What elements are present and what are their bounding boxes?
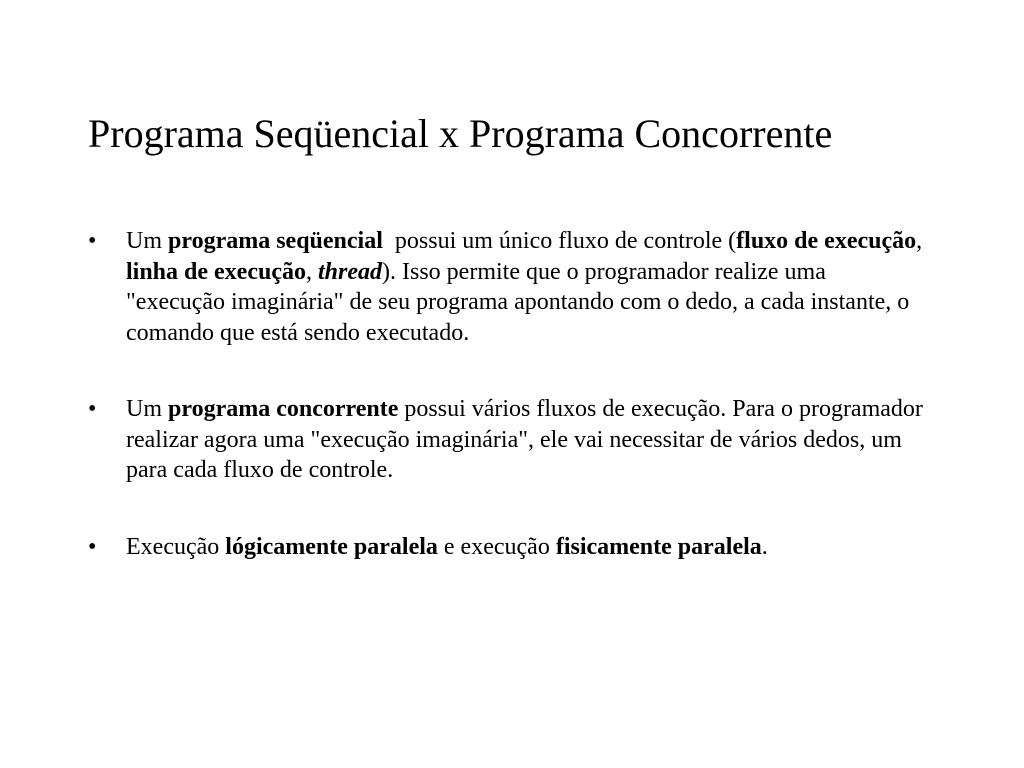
bullet-item-parallel: [88, 532, 928, 563]
bullet-text: [126, 532, 928, 563]
bold-italic-term: thread: [318, 258, 383, 285]
bullet-dot-icon: •: [88, 396, 97, 422]
bullet-list: [88, 226, 928, 608]
bold-term: fluxo de execução: [736, 228, 917, 254]
bullet-item-sequential: [88, 226, 928, 348]
bold-term: programa concorrente: [168, 396, 399, 422]
text-segment: possui um único fluxo de controle (: [382, 228, 737, 254]
bold-term: programa seqüencial: [168, 228, 383, 254]
text-segment: e execução: [437, 533, 556, 560]
bullet-text: [126, 226, 928, 348]
text-segment: ). Isso permite que o programador realize uma "execução imaginária" de seu programa apontando com o dedo, a cada instante, o comando que está sendo executado.: [126, 258, 910, 346]
bullet-dot-icon: •: [88, 228, 97, 254]
text-segment: Um: [126, 396, 168, 422]
bold-term: fisicamente paralela: [555, 533, 762, 560]
bullet-item-concurrent: [88, 394, 928, 486]
text-segment: Um: [126, 228, 168, 254]
text-segment: ,: [916, 228, 923, 254]
text-segment: ,: [306, 258, 318, 285]
bullet-text: [126, 394, 928, 486]
bullet-dot-icon: •: [88, 533, 97, 560]
bold-term: lógicamente paralela: [225, 533, 438, 560]
text-segment: possui vários fluxos de execução. Para o programador realizar agora uma "execução imaginária", ele vai necessitar de vários dedos, um para cada fluxo de controle.: [126, 396, 923, 483]
slide-title: Programa Seqüencial x Programa Concorrente: [88, 111, 833, 156]
text-segment: Execução: [126, 533, 226, 560]
text-segment: .: [761, 533, 768, 560]
bold-term: linha de execução: [126, 258, 306, 285]
